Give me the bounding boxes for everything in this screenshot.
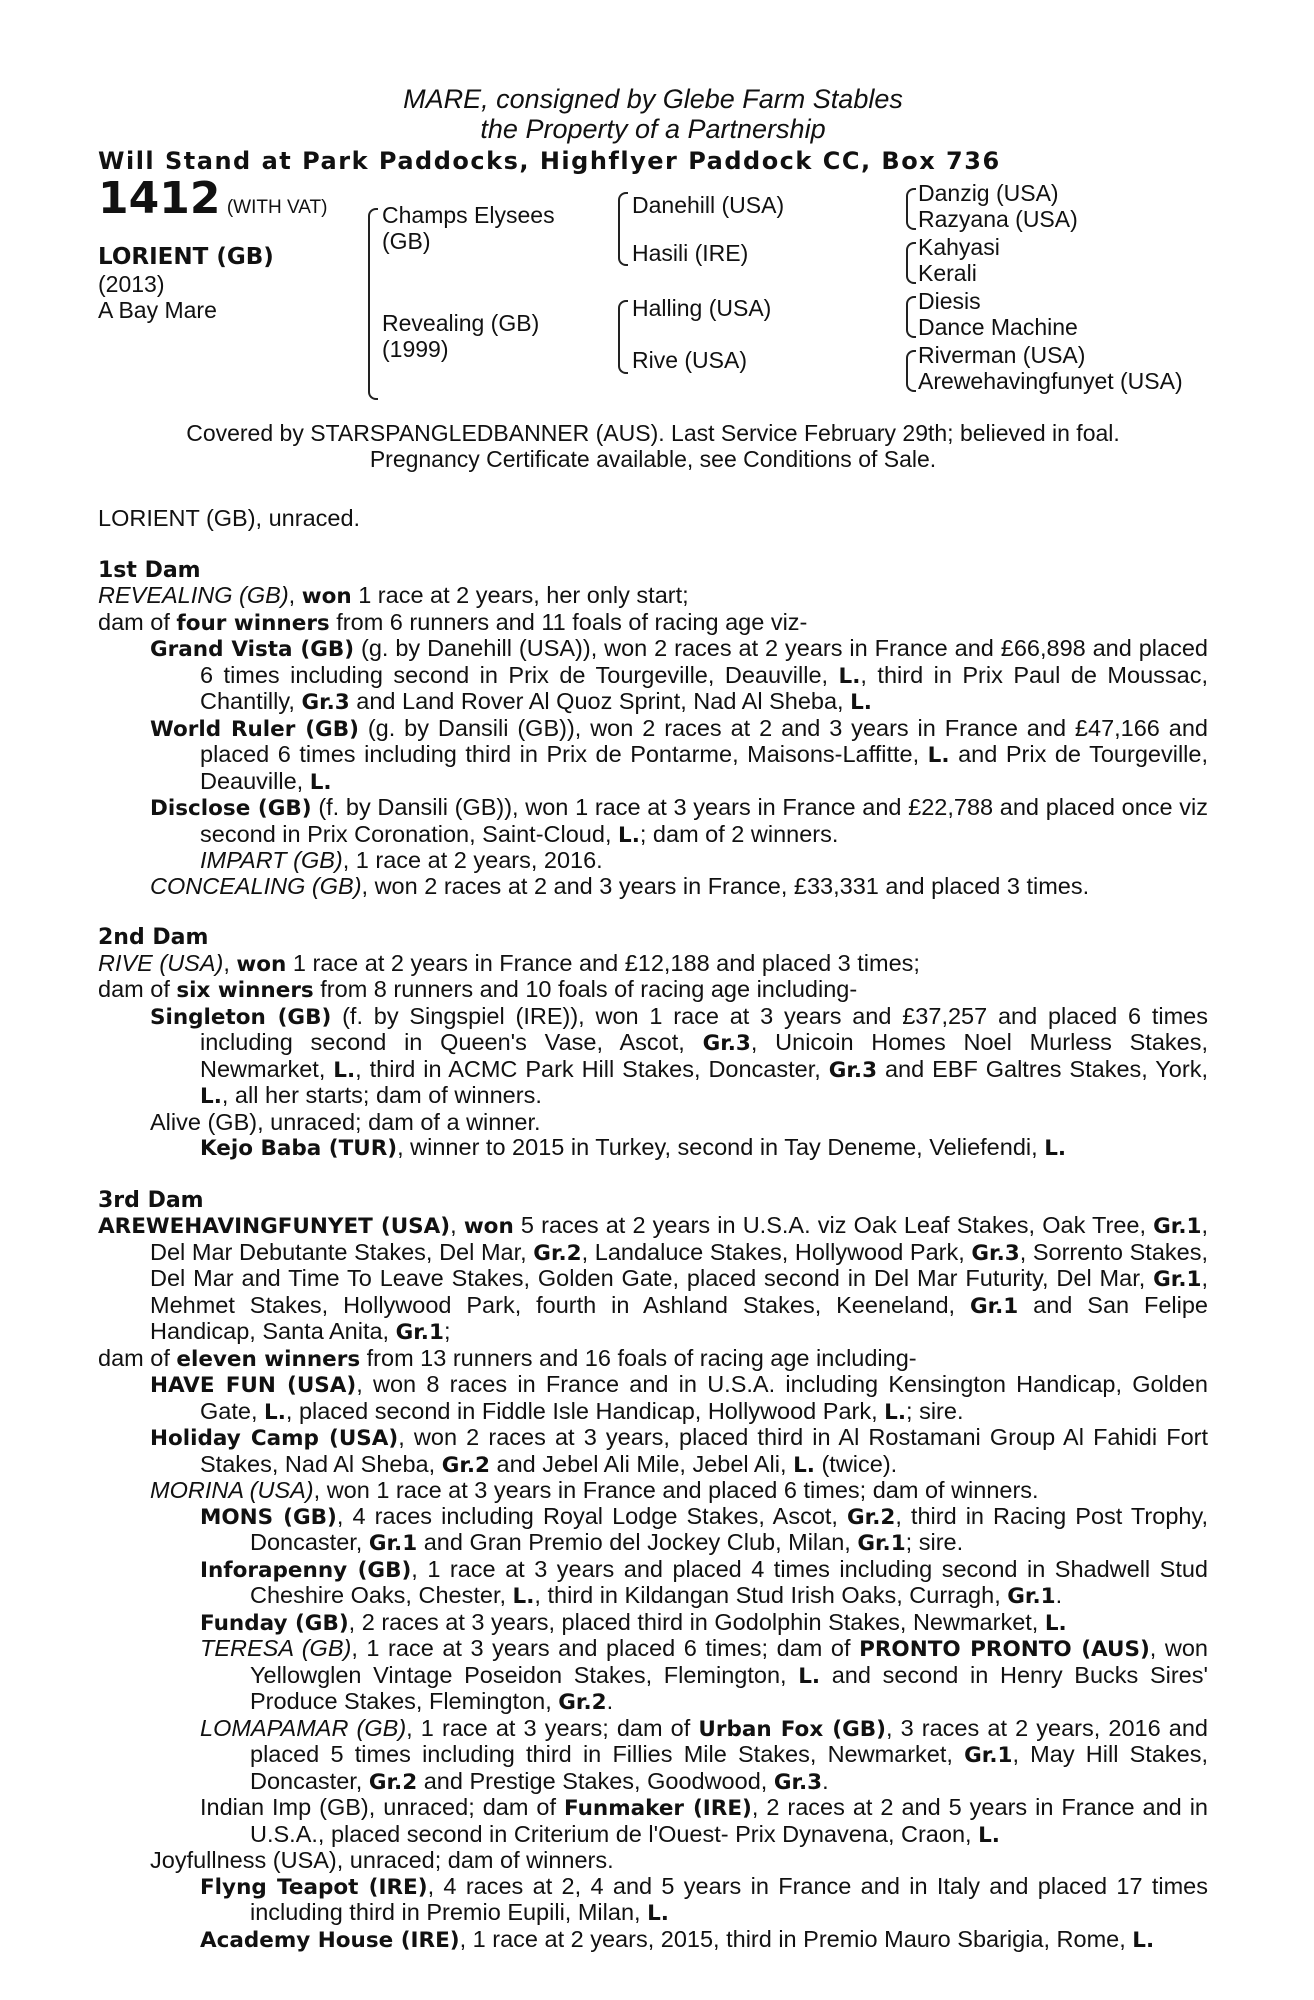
stand-location: Will Stand at Park Paddocks, Highflyer Paddock CC, Box 736 — [98, 147, 1001, 175]
first-dam-produce: dam of four winners from 6 runners and 11 foals of racing age viz- — [98, 608, 808, 636]
sire-sire: Danehill (USA) — [632, 192, 785, 218]
sire-country: (GB) — [382, 228, 431, 254]
lot-number: 1412 — [98, 173, 221, 224]
bracket-g3 — [906, 296, 916, 338]
list-item: Alive (GB), unraced; dam of a winner. — [150, 1108, 541, 1135]
sss: Danzig (USA) — [918, 180, 1059, 206]
intro-line: LORIENT (GB), unraced. — [98, 505, 361, 531]
list-item: LOMAPAMAR (GB), 1 race at 3 years; dam of Urban Fox (GB), 3 races at 2 years, 2016 and placed 5 times including third in Fillies Mile Stakes, Newmarket, Gr.1, May Hill Stakes, Doncaster, Gr.2 and Prestige Stakes, Goodwood, Gr.3. — [200, 1714, 1208, 1795]
list-item: MORINA (USA), won 1 race at 3 years in France and placed 6 times; dam of winners. — [150, 1477, 1039, 1503]
third-dam-produce: dam of eleven winners from 13 runners and 16 foals of racing age including- — [98, 1344, 917, 1372]
list-item: Singleton (GB) (f. by Singspiel (IRE)), won 1 race at 3 years and £37,257 and placed 6 times including second in Queen's Vase, Ascot, Gr.3, Unicoin Homes Noel Murless Stakes, Newmarket, L., third in ACMC Park Hill Stakes, Doncaster, Gr.3 and EBF Galtres Stakes, York, L., all her starts; dam of winners. — [150, 1002, 1208, 1109]
horse-name: LORIENT (GB) — [98, 244, 274, 270]
property-line: the Property of a Partnership — [480, 114, 826, 144]
dss: Diesis — [918, 288, 981, 314]
list-item: World Ruler (GB) (g. by Dansili (GB)), won 2 races at 2 and 3 years in France and £47,166 and placed 6 times including third in Prix de Pontarme, Maisons-Laffitte, L. and Prix de Tourgeville, Deauville, L. — [150, 714, 1208, 795]
dsd: Dance Machine — [918, 314, 1078, 340]
pedigree-table — [98, 173, 1208, 420]
second-dam-record: RIVE (USA), won 1 race at 2 years in France and £12,188 and placed 3 times; — [98, 949, 920, 977]
list-item: MONS (GB), 4 races including Royal Lodge Stakes, Ascot, Gr.2, third in Racing Post Trophy, Doncaster, Gr.1 and Gran Premio del Jockey Club, Milan, Gr.1; sire. — [200, 1502, 1208, 1556]
catalogue-text — [98, 506, 1208, 1953]
list-item: Joyfullness (USA), unraced; dam of winners. — [150, 1847, 614, 1873]
certificate-line: Pregnancy Certificate available, see Conditions of Sale. — [369, 446, 937, 472]
horse-description: A Bay Mare — [98, 297, 217, 323]
list-item: Academy House (IRE), 1 race at 2 years, 2015, third in Premio Mauro Sbarigia, Rome, L. — [200, 1925, 1155, 1953]
consignor-line: MARE, consigned by Glebe Farm Stables — [403, 84, 903, 114]
second-dam-produce: dam of six winners from 8 runners and 10 foals of racing age including- — [98, 976, 858, 1003]
dam-name: Revealing (GB) — [382, 310, 540, 336]
bracket-g2 — [906, 242, 916, 284]
list-item: HAVE FUN (USA), won 8 races in France and in U.S.A. including Kensington Handicap, Golden Gate, L., placed second in Fiddle Isle Handicap, Hollywood Park, L.; sire. — [150, 1371, 1208, 1425]
list-item: Holiday Camp (USA), won 2 races at 3 years, placed third in Al Rostamani Group Al Fahidi Fort Stakes, Nad Al Sheba, Gr.2 and Jebel Ali Mile, Jebel Ali, L. (twice). — [150, 1424, 1208, 1478]
catalogue-page — [98, 84, 1208, 1953]
sire-dam: Hasili (IRE) — [632, 240, 749, 266]
list-item: Disclose (GB) (f. by Dansili (GB)), won 1 race at 3 years in France and £22,788 and placed once viz second in Prix Coronation, Saint-Cloud, L.; dam of 2 winners. — [150, 794, 1209, 848]
list-item: Grand Vista (GB) (g. by Danehill (USA)), won 2 races at 2 years in France and £66,898 and placed 6 times including second in Prix de Tourgeville, Deauville, L., third in Prix Paul de Moussac, Chantilly, Gr.3 and Land Rover Al Quoz Sprint, Nad Al Sheba, L. — [150, 635, 1208, 715]
bracket-g1 — [906, 188, 916, 230]
list-item: IMPART (GB), 1 race at 2 years, 2016. — [200, 847, 603, 873]
list-item: Kejo Baba (TUR), winner to 2015 in Turkey, second in Tay Deneme, Veliefendi, L. — [200, 1134, 1067, 1161]
sds: Kahyasi — [918, 234, 1000, 260]
bracket-g4 — [906, 350, 916, 392]
dam-dam: Rive (USA) — [632, 347, 748, 373]
dam-parents-bracket — [618, 300, 628, 374]
dds: Riverman (USA) — [918, 342, 1086, 368]
sdd: Kerali — [918, 260, 977, 286]
ssd: Razyana (USA) — [918, 206, 1078, 232]
list-item: Flyng Teapot (IRE), 4 races at 2, 4 and 5 years in France and in Italy and placed 17 times including third in Premio Eupili, Milan, L. — [200, 1872, 1208, 1926]
sire-name: Champs Elysees — [382, 202, 555, 228]
first-dam-heading: 1st Dam — [98, 557, 201, 583]
ddd: Arewehavingfunyet (USA) — [918, 368, 1183, 394]
sire-parents-bracket — [618, 192, 628, 266]
list-item: TERESA (GB), 1 race at 3 years and placed 6 times; dam of PRONTO PRONTO (AUS), won Yellowglen Vintage Poseidon Stakes, Flemington, L. and second in Henry Bucks Sires' Produce Stakes, Flemington, Gr.2. — [200, 1635, 1209, 1715]
vat-note: (WITH VAT) — [226, 197, 328, 218]
horse-year: (2013) — [98, 271, 165, 297]
first-dam-record: REVEALING (GB), won 1 race at 2 years, her only start; — [98, 582, 689, 609]
list-item: Inforapenny (GB), 1 race at 3 years and placed 4 times including second in Shadwell Stud Cheshire Oaks, Chester, L., third in Kildangan Stud Irish Oaks, Curragh, Gr.1. — [200, 1555, 1208, 1609]
list-item: CONCEALING (GB), won 2 races at 2 and 3 years in France, £33,331 and placed 3 times. — [150, 872, 1090, 899]
list-item: Funday (GB), 2 races at 3 years, placed third in Godolphin Stakes, Newmarket, L. — [200, 1608, 1067, 1636]
third-dam-heading: 3rd Dam — [98, 1187, 204, 1213]
lot-heading — [98, 173, 328, 224]
sire-dam-bracket — [368, 208, 378, 400]
second-dam-heading: 2nd Dam — [98, 925, 209, 950]
dam-year: (1999) — [382, 336, 449, 362]
third-dam-record: AREWEHAVINGFUNYET (USA), won 5 races at 2 years in U.S.A. viz Oak Leaf Stakes, Oak Tree, Gr.1, Del Mar Debutante Stakes, Del Mar, Gr.2, Landaluce Stakes, Hollywood Park, Gr.3, Sorrento Stakes, Del Mar and Time To Leave Stakes, Golden Gate, placed second in Del Mar Futurity, Del Mar, Gr.1, Mehmet Stakes, Hollywood Park, fourth in Ashland Stakes, Keeneland, Gr.1 and San Felipe Handicap, Santa Anita, Gr.1; — [98, 1212, 1209, 1345]
cover-line: Covered by STARSPANGLEDBANNER (AUS). Last Service February 29th; believed in foal. — [186, 420, 1120, 446]
dam-sire: Halling (USA) — [632, 295, 772, 321]
list-item: Indian Imp (GB), unraced; dam of Funmaker (IRE), 2 races at 2 and 5 years in France and in U.S.A., placed second in Criterium de l'Ouest- Prix Dynavena, Craon, L. — [200, 1794, 1208, 1848]
